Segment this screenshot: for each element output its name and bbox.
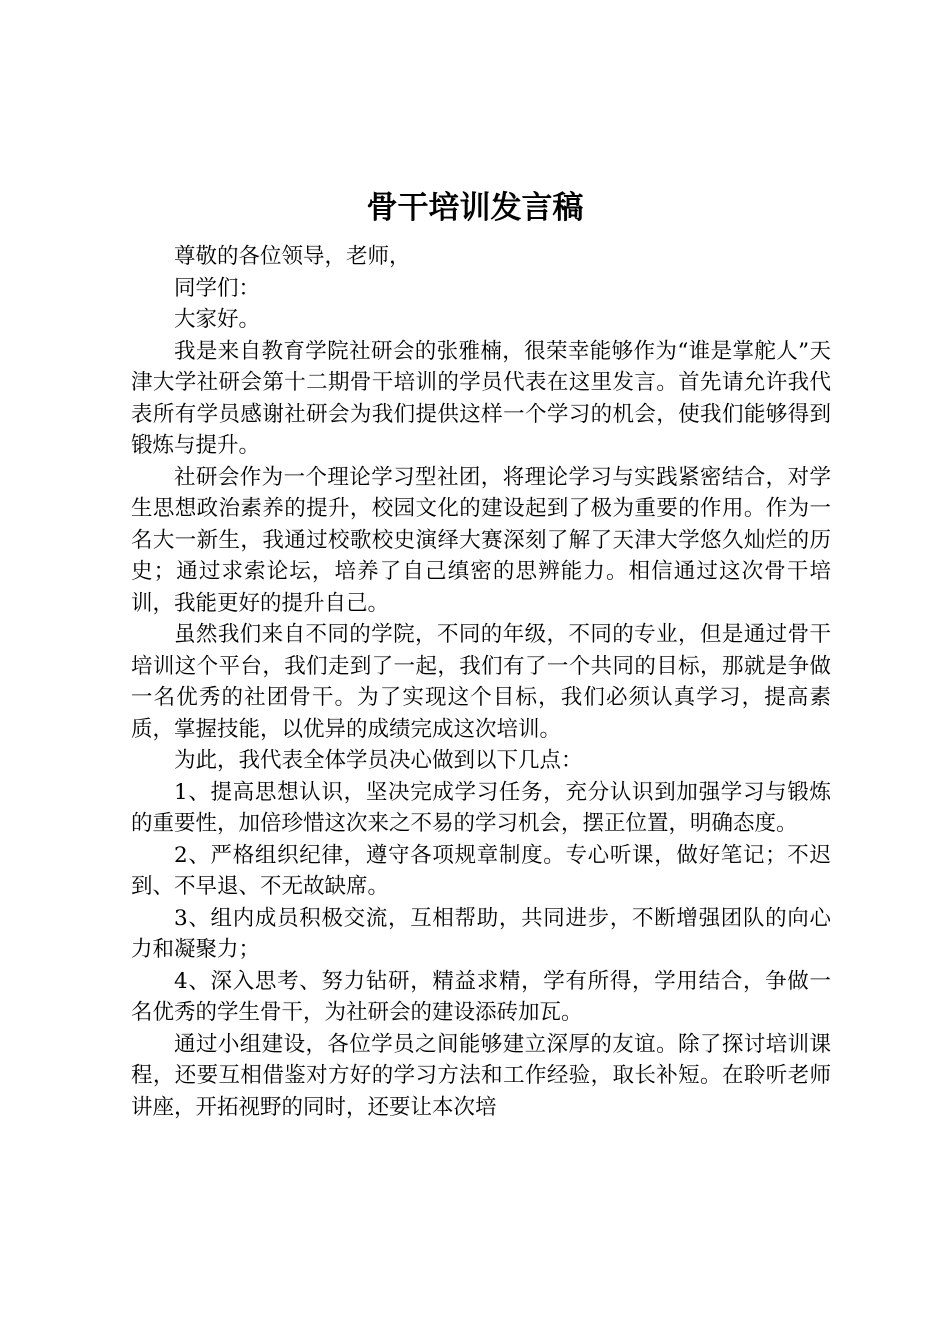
salutation-line: 同学们： xyxy=(174,275,261,301)
document-title: 骨干培训发言稿 xyxy=(366,190,584,226)
salutation-line: 尊敬的各位领导，老师， xyxy=(174,244,411,269)
document-body xyxy=(131,241,831,1123)
list-item: 1、提高思想认识，坚决完成学习任务，充分认识到加强学习与锻炼的重要性，加倍珍惜这次来之不易的学习机会，摆正位置，明确态度。 xyxy=(131,779,831,836)
body-paragraph: 社研会作为一个理论学习型社团，将理论学习与实践紧密结合，对学生思想政治素养的提升，校园文化的建设起到了极为重要的作用。作为一名大一新生，我通过校歌校史演绎大赛深刻了解了天津大学悠久灿烂的历史；通过求索论坛，培养了自己缜密的思辨能力。相信通过这次骨干培训，我能更好的提升自己。 xyxy=(131,464,831,616)
body-paragraph: 通过小组建设，各位学员之间能够建立深厚的友谊。除了探讨培训课程，还要互相借鉴对方好的学习方法和工作经验，取长补短。在聆听老师讲座，开拓视野的同时，还要让本次培 xyxy=(131,1031,831,1120)
list-item: 4、深入思考、努力钻研，精益求精，学有所得，学用结合，争做一名优秀的学生骨干，为社研会的建设添砖加瓦。 xyxy=(131,968,831,1025)
body-paragraph: 为此，我代表全体学员决心做到以下几点： xyxy=(174,748,583,773)
body-paragraph: 虽然我们来自不同的学院，不同的年级，不同的专业，但是通过骨干培训这个平台，我们走到了一起，我们有了一个共同的目标，那就是争做一名优秀的社团骨干。为了实现这个目标，我们必须认真学习，提高素质，掌握技能，以优异的成绩完成这次培训。 xyxy=(131,622,831,742)
greeting-line: 大家好。 xyxy=(174,307,261,332)
body-paragraph: 我是来自教育学院社研会的张雅楠，很荣幸能够作为“谁是掌舵人”天津大学社研会第十二期骨干培训的学员代表在这里发言。首先请允许我代表所有学员感谢社研会为我们提供这样一个学习的机会，使我们能够得到锻炼与提升。 xyxy=(131,338,831,458)
list-item: 3、组内成员积极交流，互相帮助，共同进步，不断增强团队的向心力和凝聚力； xyxy=(131,905,831,962)
list-item: 2、严格组织纪律，遵守各项规章制度。专心听课，做好笔记；不迟到、不早退、不无故缺席。 xyxy=(131,842,831,899)
